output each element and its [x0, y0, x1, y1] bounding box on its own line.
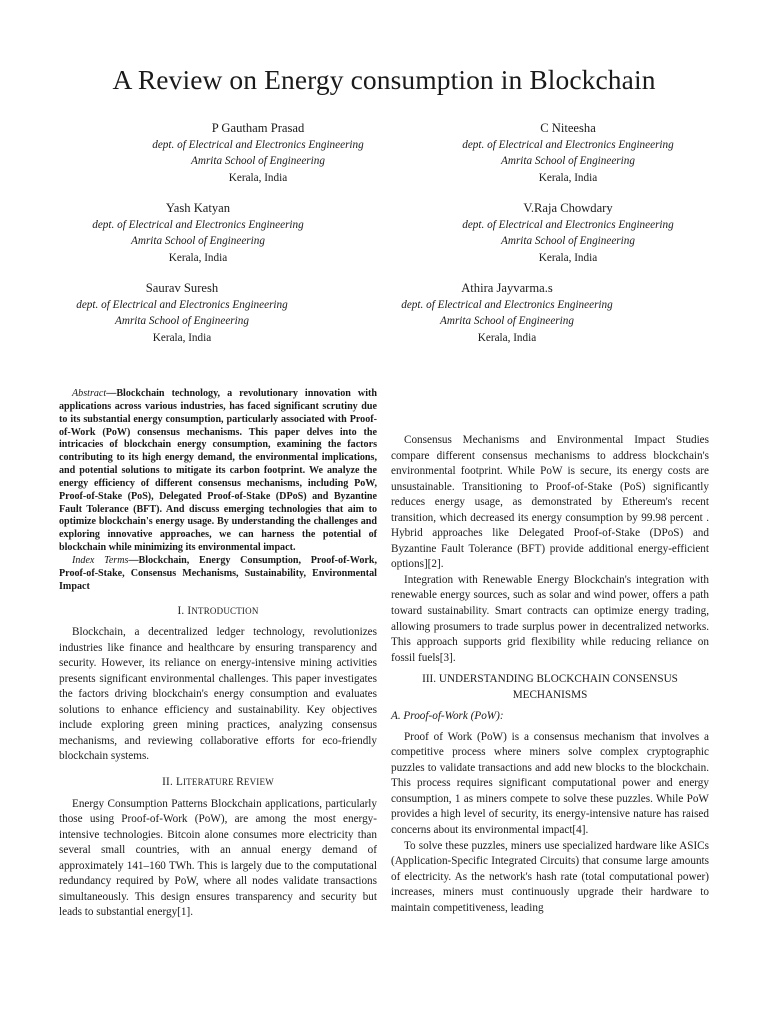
literature-paragraph-1: Energy Consumption Patterns Blockchain applications, particularly those using Proof-of-Work (PoW), are among the most energy-intensive technologies. Bitcoin alone consumes more electricity than several small countries, with an annual energy demand of approximately 141–160 TWh. This is largely due to the computational redundancy required by PoW, where all nodes validate transactions simultaneously. This design ensures transparency and security but leads to substantial energy[1].: [59, 797, 377, 919]
author-name: C Niteesha: [540, 121, 596, 135]
author-location: Kerala, India: [152, 331, 212, 344]
author-location: Kerala, India: [228, 171, 288, 184]
author-block: [428, 200, 708, 266]
section-title: NTRODUCTION: [191, 605, 259, 616]
index-terms-text: —Blockchain, Energy Consumption, Proof-of-Work, Proof-of-Stake, Consensus Mechanisms, Sustainability, Environmental Impact: [59, 554, 377, 592]
subsection-heading-pow: A. Proof-of-Work (PoW):: [391, 710, 504, 723]
index-terms: [59, 555, 377, 594]
author-name: Yash Katyan: [165, 201, 231, 215]
section-title-cap: R: [236, 775, 244, 788]
author-school: Amrita School of Engineering: [191, 155, 325, 168]
section-title-part: ITERATURE: [182, 776, 237, 787]
left-column: [59, 388, 377, 967]
author-dept: dept. of Electrical and Electronics Engineering: [462, 139, 674, 152]
author-dept: dept. of Electrical and Electronics Engineering: [76, 299, 288, 312]
author-dept: dept. of Electrical and Electronics Engineering: [92, 219, 304, 232]
author-name: V.Raja Chowdary: [523, 201, 613, 215]
right-column: [391, 388, 709, 916]
author-dept: dept. of Electrical and Electronics Engineering: [401, 299, 613, 312]
author-dept: dept. of Electrical and Electronics Engineering: [462, 219, 674, 232]
author-school: Amrita School of Engineering: [501, 155, 635, 168]
section-heading-introduction: [59, 604, 377, 620]
abstract-text: —Blockchain technology, a revolutionary innovation with applications across various industries, has faced significant scrutiny due to its substantial energy consumption, particularly associated with Proof-of-Work (PoW) consensus mechanisms. This paper delves into the intricacies of blockchain energy consumption, examining the factors contributing to its high energy demand, the environmental implications, and potential solutions to mitigate its carbon footprint. We analyze the energy efficiency of different consensus mechanisms, including PoW, Proof-of-Stake (PoS), Delegated Proof-of-Stake (DPoS) and Byzantine Fault Tolerance (BFT). And discuss emerging technologies that aim to optimize blockchain's energy usage. By understanding the challenges and exploring innovative approaches, we can harness the potential of blockchain while minimizing its environmental impact.: [59, 388, 377, 554]
author-school: Amrita School of Engineering: [131, 235, 265, 248]
author-location: Kerala, India: [538, 251, 598, 264]
section-title-line-2: MECHANISMS: [512, 688, 588, 701]
literature-paragraph-3: Integration with Renewable Energy Blockchain's integration with renewable energy sources, such as solar and wind power, offers a path toward sustainability. Smart contracts can optimize energy trading, allowing prosumers to trade surplus power in decentralized networks. This approach supports grid flexibility while reducing reliance on fossil fuels[3].: [391, 573, 709, 664]
section-number: I. I: [177, 604, 192, 617]
continuation-clip: [391, 388, 709, 433]
abstract: [59, 388, 377, 555]
author-block: [428, 120, 708, 186]
abstract-label: Abstract: [72, 388, 107, 399]
author-block: [58, 200, 338, 266]
author-name: Athira Jayvarma.s: [461, 281, 553, 295]
author-school: Amrita School of Engineering: [501, 235, 635, 248]
section-title-line-1: III. UNDERSTANDING BLOCKCHAIN CONSENSUS: [422, 673, 678, 686]
intro-paragraph: Blockchain, a decentralized ledger technology, revolutionizes industries like finance and healthcare by ensuring transparency and security. However, its reliance on energy-intensive mining activities presents significant environmental challenges. This paper investigates the factors driving blockchain's energy consumption and evaluates solutions to enhance efficiency and sustainability. Key objectives include exploring green mining practices, analyzing consensus mechanisms, and reviewing collaborative efforts for eco-friendly blockchain systems.: [59, 626, 377, 763]
author-dept: dept. of Electrical and Electronics Engineering: [152, 139, 364, 152]
section-number: II. L: [162, 775, 183, 788]
author-name: P Gautham Prasad: [211, 121, 305, 135]
author-location: Kerala, India: [477, 331, 537, 344]
index-terms-label: Index Terms: [72, 554, 129, 566]
section-heading-literature-review: [59, 775, 377, 791]
paper-title: A Review on Energy consumption in Blockchain: [112, 64, 656, 95]
author-school: Amrita School of Engineering: [440, 315, 574, 328]
author-location: Kerala, India: [538, 171, 598, 184]
author-location: Kerala, India: [168, 251, 228, 264]
author-name: Saurav Suresh: [145, 281, 219, 295]
author-block: [42, 280, 322, 346]
pow-paragraph-1: Proof of Work (PoW) is a consensus mechanism that involves a competitive process where miners solve complex cryptographic puzzles to validate transactions and add new blocks to the blockchain. This process requires significant computational power and energy consumption, 1 as miners compete to solve these puzzles. While PoW provides a high level of security, its energy-intensive nature has raised concerns about its environmental impact[4].: [391, 730, 709, 837]
author-block: [364, 280, 650, 346]
literature-paragraph-2: Consensus Mechanisms and Environmental Impact Studies compare different consensus mechanisms to address blockchain's environmental footprint. While PoW is secure, its energy costs are unsustainable. Transitioning to Proof-of-Stake (PoS) significantly reduces energy usage, as demonstrated by Ethereum's recent transition, which decreased its energy consumption by 99.98 percent . Hybrid approaches like Delegated Proof-of-Stake (DPoS) and Byzantine Fault Tolerance (BFT) provide additional energy-efficient options][2].: [391, 434, 709, 571]
author-block: [118, 120, 398, 186]
section-title-part: EVIEW: [243, 776, 274, 787]
author-school: Amrita School of Engineering: [115, 315, 249, 328]
pow-paragraph-2: To solve these puzzles, miners use specialized hardware like ASICs (Application-Specific Integrated Circuits) that consume large amounts of electricity. As the network's hash rate (total computational power) increases, miners must continuously upgrade their hardware to maintain competitiveness, leading: [391, 839, 709, 914]
section-heading-consensus: [391, 672, 709, 703]
